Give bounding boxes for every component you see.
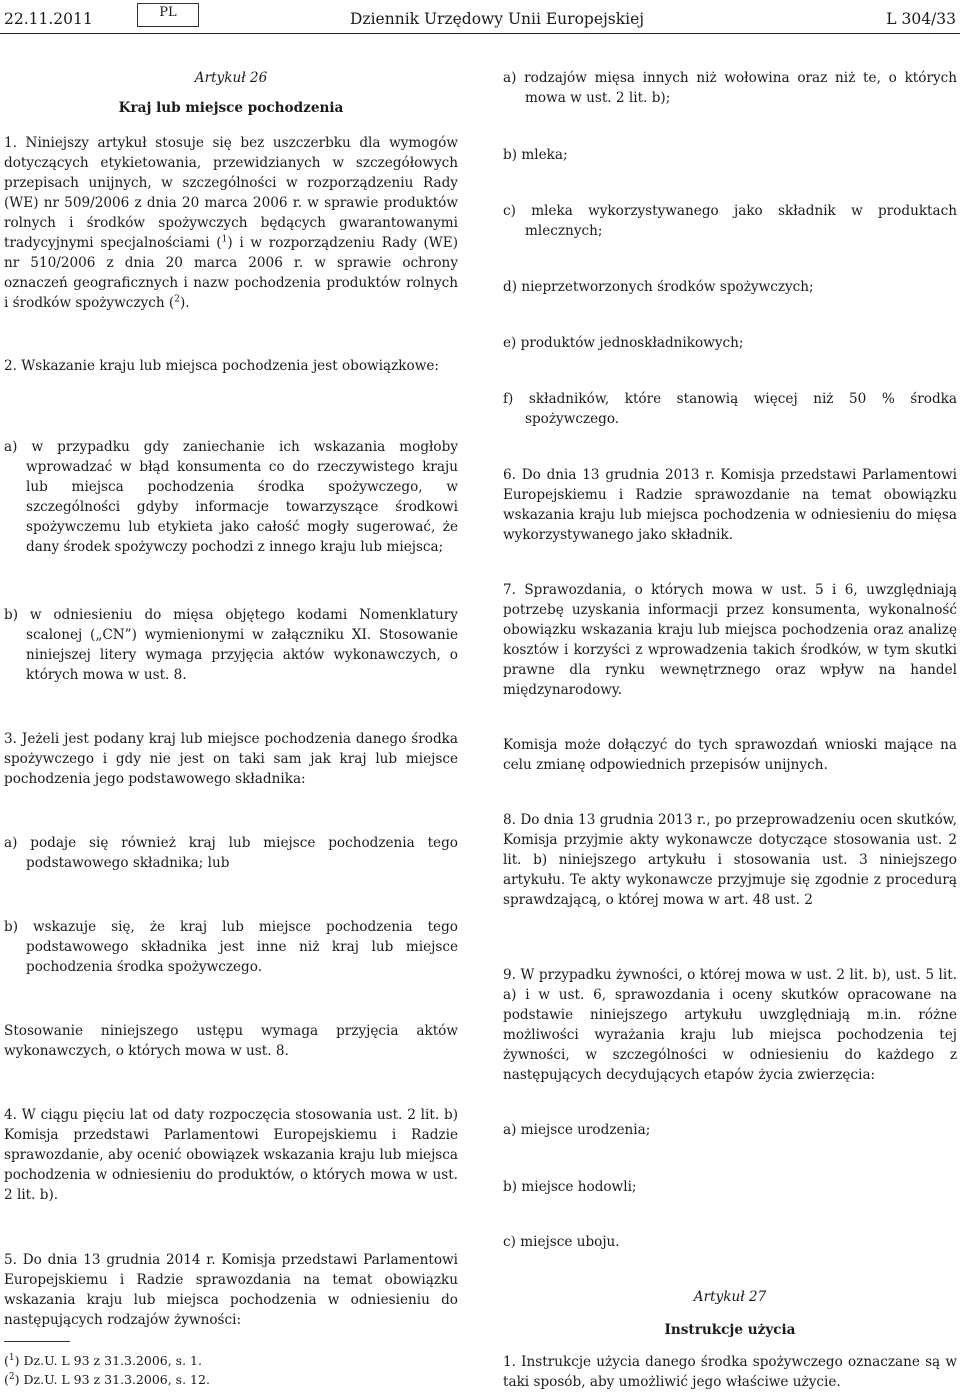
paragraph-9: 9. W przypadku żywności, o której mowa w ust. 2 lit. b), ust. 5 lit. a) i w ust. 6, sprawozdania i oceny skutków opracowane na podstawie niniejszego artykułu uwzględniają m.in. różne możliwości wyrażania kraju lub miejsca pochodzenia tej żywności, w szczególności w odniesieniu do każdego z następujących decydujących etapów życia zwierzęcia: [503, 967, 957, 1083]
journal-title: Dziennik Urzędowy Unii Europejskiej [350, 10, 645, 28]
paragraph-5-item-a: a) rodzajów mięsa innych niż wołowina oraz niż te, o których mowa w ust. 2 lit. b); [503, 70, 957, 106]
paragraph-2: 2. Wskazanie kraju lub miejsca pochodzenia jest obowiązkowe: [4, 358, 439, 374]
header-rule [0, 33, 960, 34]
footnote-2: ($^2$) Dz.U. L 93 z 31.3.2006, s. 12. [4, 1371, 210, 1387]
article-26-heading: Artykuł 26 [194, 70, 268, 86]
paragraph-8: 8. Do dnia 13 grudnia 2013 r., po przeprowadzeniu ocen skutków, Komisja przyjmie akty wykonawcze dotyczące stosowania ust. 2 lit. b) niniejszego artykułu i stosowania ust. 3 niniejszego artykułu. Te akty wykonawcze przyjmuje się zgodnie z procedurą sprawdzającą, o której mowa w art. 48 ust. 2 [503, 812, 957, 908]
paragraph-5-item-c: c) mleka wykorzystywanego jako składnik w produktach mlecznych; [503, 203, 957, 239]
article-27-title: Instrukcje użycia [664, 1322, 796, 1338]
paragraph-9-item-a: a) miejsce urodzenia; [503, 1122, 651, 1138]
article-26-title: Kraj lub miejsce pochodzenia [118, 100, 344, 116]
paragraph-7-note: Komisja może dołączyć do tych sprawozdań wnioski mające na celu zmianę odpowiednich przepisów unijnych. [503, 737, 957, 773]
paragraph-5: 5. Do dnia 13 grudnia 2014 r. Komisja przedstawi Parlamentowi Europejskiemu i Radzie sprawozdania na temat obowiązku wskazania kraju lub miejsca pochodzenia w odniesieniu do następujących rodzajów żywności: [4, 1252, 458, 1328]
paragraph-6: 6. Do dnia 13 grudnia 2013 r. Komisja przedstawi Parlamentowi Europejskiemu i Radzie sprawozdanie na temat obowiązku wskazania kraju lub miejsca pochodzenia w odniesieniu do mięsa wykorzystywanego jako składnik. [503, 467, 957, 543]
paragraph-9-item-c: c) miejsce uboju. [503, 1234, 620, 1250]
paragraph-3-item-a: a) podaje się również kraj lub miejsce pochodzenia tego podstawowego składnika; lub [4, 835, 458, 871]
page-reference: L 304/33 [886, 10, 956, 28]
footnote-rule [4, 1341, 70, 1342]
paragraph-2-item-a: a) w przypadku gdy zaniechanie ich wskazania mogłoby wprowadzać w błąd konsumenta co do rzeczywistego kraju lub miejsca pochodzenia środka spożywczego, w szczególności gdyby informacje towarzyszące środkowi spożywczemu lub etykieta jako całość mogły sugerować, że dany środek spożywczy pochodzi z innego kraju lub miejsca; [4, 439, 458, 555]
paragraph-1: 1. Niniejszy artykuł stosuje się bez uszczerbku dla wymogów dotyczących etykietowania, przewidzianych w szczegółowych przepisach unijnych, w szczególności w rozporządzeniu Rady (WE) nr 509/2006 z dnia 20 marca 2006 r. w sprawie produktów rolnych i środków spożywczych będących gwarantowanymi tradycyjnymi specjalnościami ($^1$) i w rozporządzeniu Rady (WE) nr 510/2006 z dnia 20 marca 2006 r. w sprawie ochrony oznaczeń geograficznych i nazw pochodzenia produktów rolnych i środków spożywczych ($^2$). [4, 135, 458, 311]
article-27-paragraph-1: 1. Instrukcje użycia danego środka spożywczego oznaczane są w taki sposób, aby umożliwić jego właściwe użycie. [503, 1354, 957, 1390]
paragraph-5-item-e: e) produktów jednoskładnikowych; [503, 335, 744, 351]
article-27-heading: Artykuł 27 [693, 1289, 767, 1305]
paragraph-5-item-b: b) mleka; [503, 147, 568, 163]
paragraph-7: 7. Sprawozdania, o których mowa w ust. 5 i 6, uwzględniają potrzebę uzyskania informacji przez konsumenta, wykonalność obowiązku wskazania kraju lub miejsca pochodzenia oraz analizę kosztów i korzyści z wprowadzenia takich środków, w tym skutki prawne dla rynku wewnętrznego oraz wpływ na handel międzynarodowy. [503, 582, 957, 698]
footnote-ref-1[interactable]: 1 [221, 234, 228, 245]
paragraph-9-item-b: b) miejsce hodowli; [503, 1179, 637, 1195]
paragraph-4: 4. W ciągu pięciu lat od daty rozpoczęcia stosowania ust. 2 lit. b) Komisja przedstawi Parlamentowi Europejskiemu i Radzie sprawozdanie, aby ocenić obowiązek wskazania kraju lub miejsca pochodzenia w odniesieniu do produktów, o których mowa w ust. 2 lit. b). [4, 1107, 458, 1203]
paragraph-5-item-f: f) składników, które stanowią więcej niż 50 % środka spożywczego. [503, 391, 957, 427]
header-date: 22.11.2011 [4, 10, 93, 28]
footnote-1: ($^1$) Dz.U. L 93 z 31.3.2006, s. 1. [4, 1352, 202, 1368]
paragraph-5-item-d: d) nieprzetworzonych środków spożywczych; [503, 279, 814, 295]
footnote-ref-2[interactable]: 2 [174, 294, 180, 305]
language-badge: PL [137, 3, 199, 27]
paragraph-2-item-b: b) w odniesieniu do mięsa objętego kodami Nomenklatury scalonej („CN”) wymienionymi w załączniku XI. Stosowanie niniejszej litery wymaga przyjęcia aktów wykonawczych, o których mowa w ust. 8. [4, 607, 458, 683]
paragraph-3-note: Stosowanie niniejszego ustępu wymaga przyjęcia aktów wykonawczych, o których mowa w ust. 8. [4, 1023, 458, 1059]
paragraph-3-item-b: b) wskazuje się, że kraj lub miejsce pochodzenia tego podstawowego składnika jest inne niż kraj lub miejsce pochodzenia środka spożywczego. [4, 919, 458, 975]
paragraph-3: 3. Jeżeli jest podany kraj lub miejsce pochodzenia danego środka spożywczego i gdy nie jest on taki sam jak kraj lub miejsce pochodzenia jego podstawowego składnika: [4, 731, 458, 787]
